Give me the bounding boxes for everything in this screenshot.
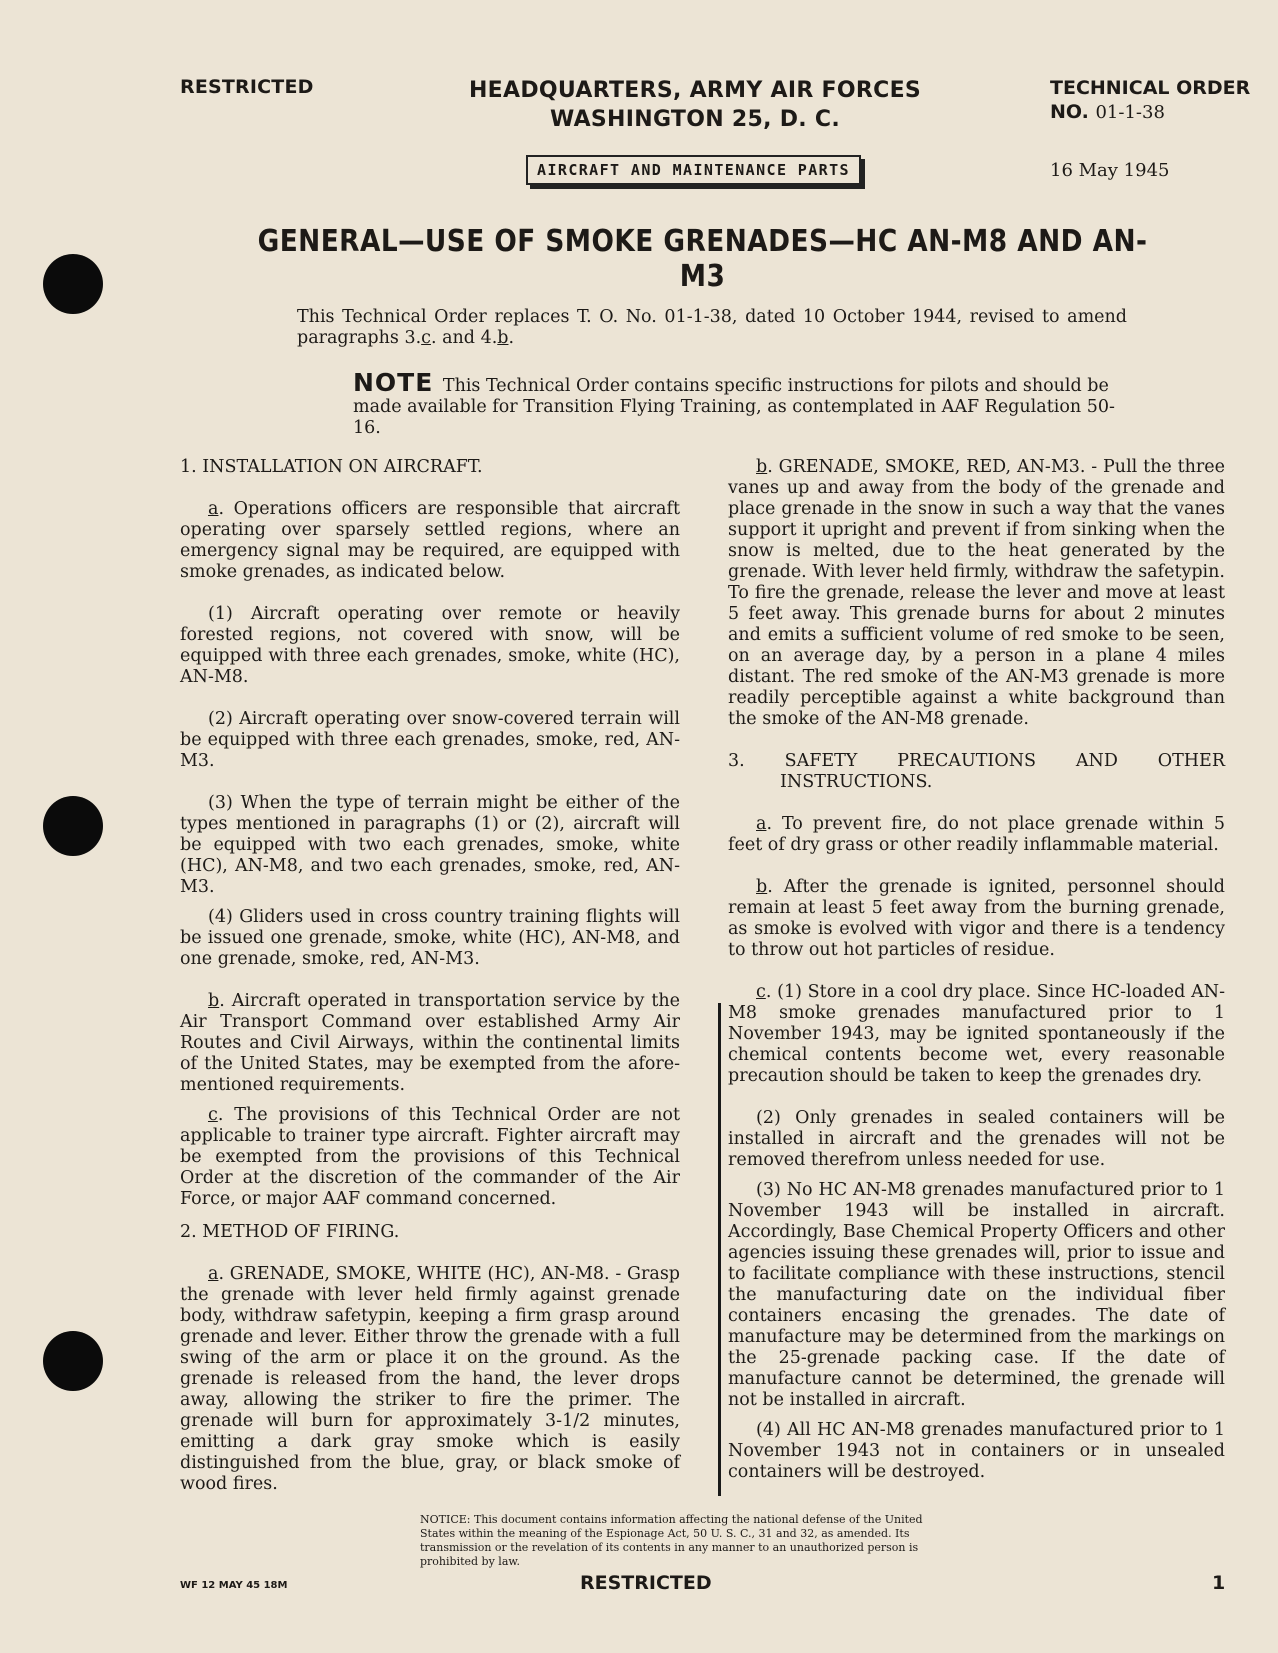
- hq-line-1: HEADQUARTERS, ARMY AIR FORCES: [468, 78, 922, 103]
- para-1a: a. Operations officers are responsible that aircraft operating over sparsely settled regions, where an emergency signal may be required, are equipped with smoke grenades, as indicated below.: [180, 499, 680, 582]
- issue-date: 16 May 1945: [1050, 160, 1170, 181]
- para-3a: a. To prevent fire, do not place grenade within 5 feet of dry grass or other readily inflammable material.: [728, 814, 1225, 855]
- note-text: This Technical Order contains specific instructions for pilots and should be made available for Transition Flying Training, as contemplated in AAF Regulation 50-16.: [353, 376, 1115, 438]
- note-block: [353, 368, 1128, 439]
- para-1a1: (1) Aircraft operating over remote or heavily forested regions, not covered with snow, will be equipped with three each grenades, smoke, white (HC), AN-M8.: [180, 604, 680, 687]
- binder-hole-middle: [43, 796, 103, 856]
- to-number-line: [1050, 100, 1250, 125]
- para-3b: b. After the grenade is ignited, personnel should remain at least 5 feet away from the burning grenade, as smoke is evolved with vigor and there is a tendency to throw out hot particles of residue.: [728, 877, 1225, 960]
- binder-hole-top: [43, 254, 103, 314]
- para-1b: b. Aircraft operated in transportation service by the Air Transport Command over established Army Air Routes and Civil Airways, within the continental limits of the United States, may be exempted from the afore-mentioned requirements.: [180, 991, 680, 1095]
- para-3c1: c. (1) Store in a cool dry place. Since HC-loaded AN-M8 smoke grenades manufactured prior to 1 November 1943, may be ignited spontaneously if the chemical contents become wet, every reasonable precaution should be taken to keep the grenades dry.: [728, 982, 1225, 1086]
- para-2a: a. GRENADE, SMOKE, WHITE (HC), AN-M8. - Grasp the grenade with lever held firmly against grenade body, withdraw safetypin, keeping a firm grasp around grenade and lever. Either throw the grenade with a full swing of the arm or place it on the ground. As the grenade is released from the hand, the lever drops away, allowing the striker to fire the primer. The grenade will burn for approximately 3-1/2 minutes, emitting a dark gray smoke which is easily distinguished from the blue, gray, or black smoke of wood fires.: [180, 1264, 680, 1494]
- category-box: AIRCRAFT AND MAINTENANCE PARTS: [526, 155, 861, 185]
- headquarters-block: [460, 76, 930, 134]
- note-heading: NOTE: [353, 368, 434, 397]
- revision-bar: [718, 1003, 721, 1496]
- para-1a4: (4) Gliders used in cross country training flights will be issued one grenade, smoke, white (HC), AN-M8, and one grenade, smoke, red, AN-M3.: [180, 907, 680, 969]
- document-title: GENERAL—USE OF SMOKE GRENADES—HC AN-M8 AND AN-M3: [257, 224, 1148, 294]
- para-1a2: (2) Aircraft operating over snow-covered terrain will be equipped with three each grenades, smoke, red, AN-M3.: [180, 709, 680, 771]
- to-number: 01-1-38: [1095, 102, 1165, 123]
- para-3c4: (4) All HC AN-M8 grenades manufactured prior to 1 November 1943 not in containers or in unsealed containers will be destroyed.: [728, 1420, 1225, 1482]
- para-ref-c: c: [421, 328, 431, 348]
- classification-bottom: RESTRICTED: [580, 1572, 712, 1594]
- no-label: NO.: [1050, 101, 1089, 123]
- right-column: [728, 457, 1225, 1483]
- left-column: [180, 457, 680, 1495]
- print-code: WF 12 MAY 45 18M: [180, 1580, 288, 1591]
- binder-hole-bottom: [43, 1331, 103, 1391]
- section-2-heading: 2. METHOD OF FIRING.: [180, 1222, 400, 1242]
- page-number: 1: [1212, 1572, 1226, 1594]
- espionage-notice: NOTICE: This document contains information affecting the national defense of the United States within the meaning of the Espionage Act, 50 U. S. C., 31 and 32, as amended. Its transmission or the revelation of its contents in any manner to an unauthorized person is prohibited by law.: [420, 1513, 923, 1568]
- para-3c3: (3) No HC AN-M8 grenades manufactured prior to 1 November 1943 will be installed in aircraft. Accordingly, Base Chemical Property Officers and other agencies issuing these grenades will, prior to issue and to facilitate compliance with these instructions, stencil the manufacturing date on the individual fiber containers encasing the grenades. The date of manufacture may be determined from the markings on the 25-grenade packing case. If the date of manufacture cannot be determined, the grenade will not be installed in aircraft.: [728, 1180, 1225, 1410]
- intro-paragraph: This Technical Order replaces T. O. No. 01-1-38, dated 10 October 1944, revised to amend paragraphs 3.c. and 4.b.: [297, 307, 1127, 348]
- para-3c2: (2) Only grenades in sealed containers will be installed in aircraft and the grenades will not be removed therefrom unless needed for use.: [728, 1108, 1225, 1170]
- classification-top: RESTRICTED: [180, 76, 314, 98]
- para-1a3: (3) When the type of terrain might be either of the types mentioned in paragraphs (1) or (2), aircraft will be equipped with two each grenades, smoke, white (HC), AN-M8, and two each grenades, smoke, red, AN-M3.: [180, 793, 680, 897]
- technical-order-block: [1050, 76, 1250, 125]
- para-1c: c. The provisions of this Technical Order are not applicable to trainer type aircraft. Fighter aircraft may be exempted from the provisions of this Technical Order at the discretion of the commander of the Air Force, or major AAF command concerned.: [180, 1105, 680, 1209]
- section-3-heading: 3. SAFETY PRECAUTIONS AND OTHER INSTRUCTIONS.: [728, 751, 1225, 792]
- section-1-heading: 1. INSTALLATION ON AIRCRAFT.: [180, 457, 483, 477]
- para-ref-b: b: [497, 328, 509, 348]
- to-label: TECHNICAL ORDER: [1050, 77, 1251, 99]
- hq-line-2: WASHINGTON 25, D. C.: [549, 107, 841, 132]
- para-2b: b. GRENADE, SMOKE, RED, AN-M3. - Pull the three vanes up and away from the body of the grenade and place grenade in the snow in such a way that the vanes support it upright and prevent if from sinking when the snow is melted, due to the heat generated by the grenade. With lever held firmly, withdraw the safetypin. To fire the grenade, release the lever and move at least 5 feet away. This grenade burns for about 2 minutes and emits a sufficient volume of red smoke to be seen, on an average day, by a person in a plane 4 miles distant. The red smoke of the AN-M3 grenade is more readily perceptible against a white background than the smoke of the AN-M8 grenade.: [728, 457, 1225, 729]
